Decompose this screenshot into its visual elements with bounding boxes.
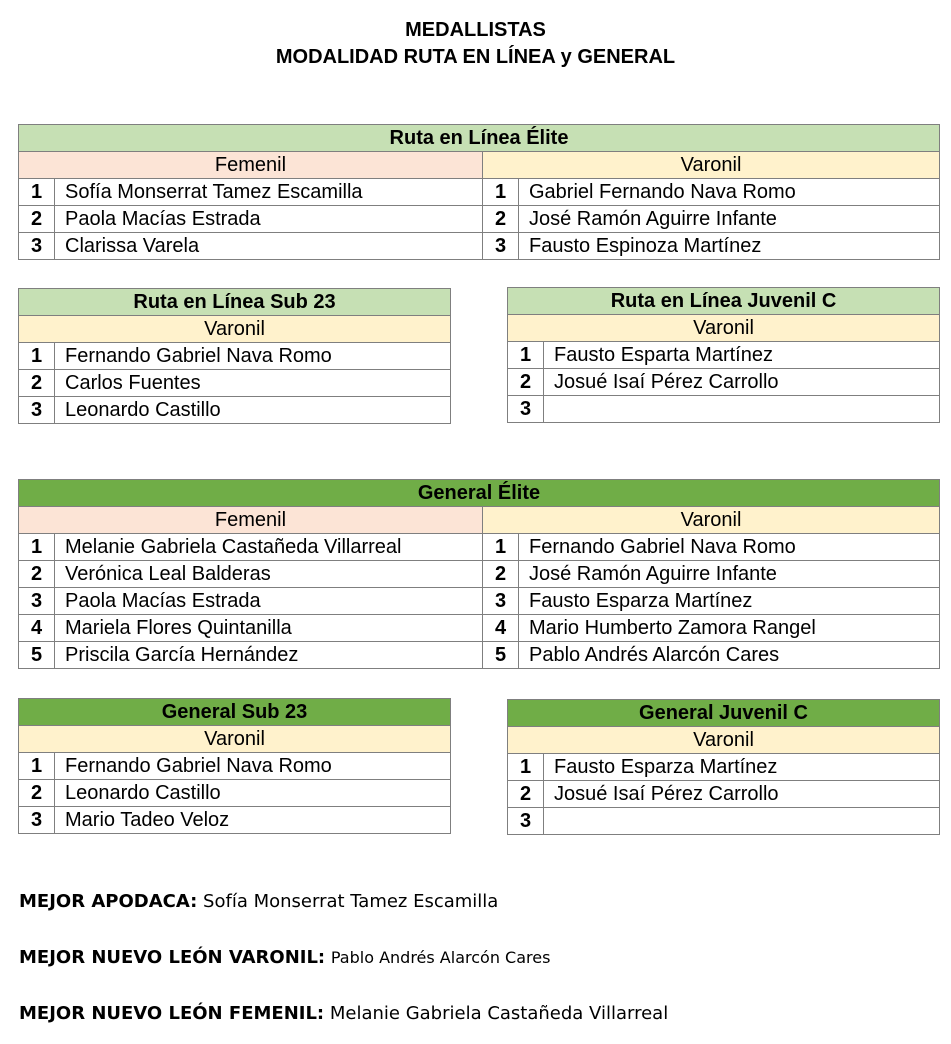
athlete-name: Gabriel Fernando Nava Romo — [519, 179, 940, 206]
athlete-name: Mariela Flores Quintanilla — [55, 615, 483, 642]
page-title: MEDALLISTAS — [405, 19, 546, 41]
ruta-juvenil-table — [507, 287, 940, 423]
rank-cell: 2 — [508, 369, 544, 396]
rank-cell: 2 — [19, 370, 55, 397]
table-row — [19, 807, 451, 834]
athlete-name: Fausto Esparta Martínez — [544, 342, 940, 369]
table-row — [19, 615, 940, 642]
table-row — [508, 754, 940, 781]
table-row — [508, 369, 940, 396]
rank-cell: 3 — [483, 233, 519, 260]
athlete-name — [544, 396, 940, 423]
athlete-name: Priscila García Hernández — [55, 642, 483, 669]
table-row — [508, 808, 940, 835]
rank-cell: 3 — [19, 807, 55, 834]
table-title: General Sub 23 — [19, 699, 451, 726]
athlete-name: Paola Macías Estrada — [55, 206, 483, 233]
note-label: MEJOR NUEVO LEÓN FEMENIL: — [19, 1003, 325, 1024]
table-row — [19, 343, 451, 370]
table-title: Ruta en Línea Sub 23 — [19, 289, 451, 316]
rank-cell: 2 — [19, 780, 55, 807]
table-title: Ruta en Línea Juvenil C — [508, 288, 940, 315]
best-apodaca-note — [19, 891, 498, 913]
note-value: Pablo Andrés Alarcón Cares — [330, 948, 551, 967]
varonil-header: Varonil — [483, 507, 940, 534]
best-nl-femenil-note — [19, 1003, 668, 1025]
femenil-header: Femenil — [19, 507, 483, 534]
page-subtitle: MODALIDAD RUTA EN LÍNEA y GENERAL — [275, 46, 676, 68]
table-row — [19, 588, 940, 615]
rank-cell: 3 — [508, 808, 544, 835]
rank-cell: 2 — [508, 781, 544, 808]
table-title: General Élite — [19, 480, 940, 507]
athlete-name: Mario Humberto Zamora Rangel — [519, 615, 940, 642]
ruta-elite-table — [18, 124, 940, 260]
athlete-name: Josué Isaí Pérez Carrollo — [544, 781, 940, 808]
table-row — [19, 534, 940, 561]
ruta-sub23-table — [18, 288, 451, 424]
athlete-name: Josué Isaí Pérez Carrollo — [544, 369, 940, 396]
rank-cell: 2 — [19, 561, 55, 588]
rank-cell: 1 — [19, 753, 55, 780]
table-title: General Juvenil C — [508, 700, 940, 727]
athlete-name: Carlos Fuentes — [55, 370, 451, 397]
general-elite-table — [18, 479, 940, 669]
table-title: Ruta en Línea Élite — [19, 125, 940, 152]
rank-cell: 3 — [483, 588, 519, 615]
rank-cell: 5 — [19, 642, 55, 669]
athlete-name: José Ramón Aguirre Infante — [519, 206, 940, 233]
athlete-name: Leonardo Castillo — [55, 397, 451, 424]
varonil-header: Varonil — [508, 727, 940, 754]
varonil-header: Varonil — [508, 315, 940, 342]
varonil-header: Varonil — [19, 726, 451, 753]
table-row — [508, 396, 940, 423]
varonil-header: Varonil — [483, 152, 940, 179]
athlete-name: Fernando Gabriel Nava Romo — [55, 343, 451, 370]
rank-cell: 1 — [508, 342, 544, 369]
table-row — [508, 781, 940, 808]
athlete-name: Fernando Gabriel Nava Romo — [519, 534, 940, 561]
table-row — [19, 642, 940, 669]
athlete-name — [544, 808, 940, 835]
varonil-header: Varonil — [19, 316, 451, 343]
athlete-name: Fernando Gabriel Nava Romo — [55, 753, 451, 780]
table-row — [19, 753, 451, 780]
table-row — [19, 179, 940, 206]
table-row — [19, 370, 451, 397]
rank-cell: 5 — [483, 642, 519, 669]
rank-cell: 1 — [483, 534, 519, 561]
rank-cell: 4 — [19, 615, 55, 642]
general-sub23-table — [18, 698, 451, 834]
table-row — [19, 561, 940, 588]
rank-cell: 2 — [19, 206, 55, 233]
athlete-name: Melanie Gabriela Castañeda Villarreal — [55, 534, 483, 561]
best-nl-varonil-note — [19, 947, 550, 969]
note-label: MEJOR NUEVO LEÓN VARONIL: — [19, 947, 326, 968]
rank-cell: 1 — [483, 179, 519, 206]
athlete-name: Fausto Espinoza Martínez — [519, 233, 940, 260]
rank-cell: 3 — [19, 233, 55, 260]
athlete-name: José Ramón Aguirre Infante — [519, 561, 940, 588]
athlete-name: Pablo Andrés Alarcón Cares — [519, 642, 940, 669]
rank-cell: 3 — [19, 588, 55, 615]
table-row — [19, 233, 940, 260]
table-row — [508, 342, 940, 369]
general-juvenil-table — [507, 699, 940, 835]
athlete-name: Fausto Esparza Martínez — [544, 754, 940, 781]
athlete-name: Verónica Leal Balderas — [55, 561, 483, 588]
note-label: MEJOR APODACA: — [19, 891, 198, 912]
table-row — [19, 206, 940, 233]
athlete-name: Mario Tadeo Veloz — [55, 807, 451, 834]
rank-cell: 2 — [483, 561, 519, 588]
rank-cell: 1 — [19, 343, 55, 370]
note-value: Sofía Monserrat Tamez Escamilla — [203, 891, 499, 912]
femenil-header: Femenil — [19, 152, 483, 179]
athlete-name: Leonardo Castillo — [55, 780, 451, 807]
athlete-name: Paola Macías Estrada — [55, 588, 483, 615]
rank-cell: 4 — [483, 615, 519, 642]
athlete-name: Sofía Monserrat Tamez Escamilla — [55, 179, 483, 206]
athlete-name: Clarissa Varela — [55, 233, 483, 260]
table-row — [19, 397, 451, 424]
table-row — [19, 780, 451, 807]
rank-cell: 1 — [19, 534, 55, 561]
rank-cell: 1 — [19, 179, 55, 206]
rank-cell: 3 — [19, 397, 55, 424]
note-value: Melanie Gabriela Castañeda Villarreal — [329, 1003, 669, 1024]
rank-cell: 3 — [508, 396, 544, 423]
athlete-name: Fausto Esparza Martínez — [519, 588, 940, 615]
rank-cell: 2 — [483, 206, 519, 233]
rank-cell: 1 — [508, 754, 544, 781]
